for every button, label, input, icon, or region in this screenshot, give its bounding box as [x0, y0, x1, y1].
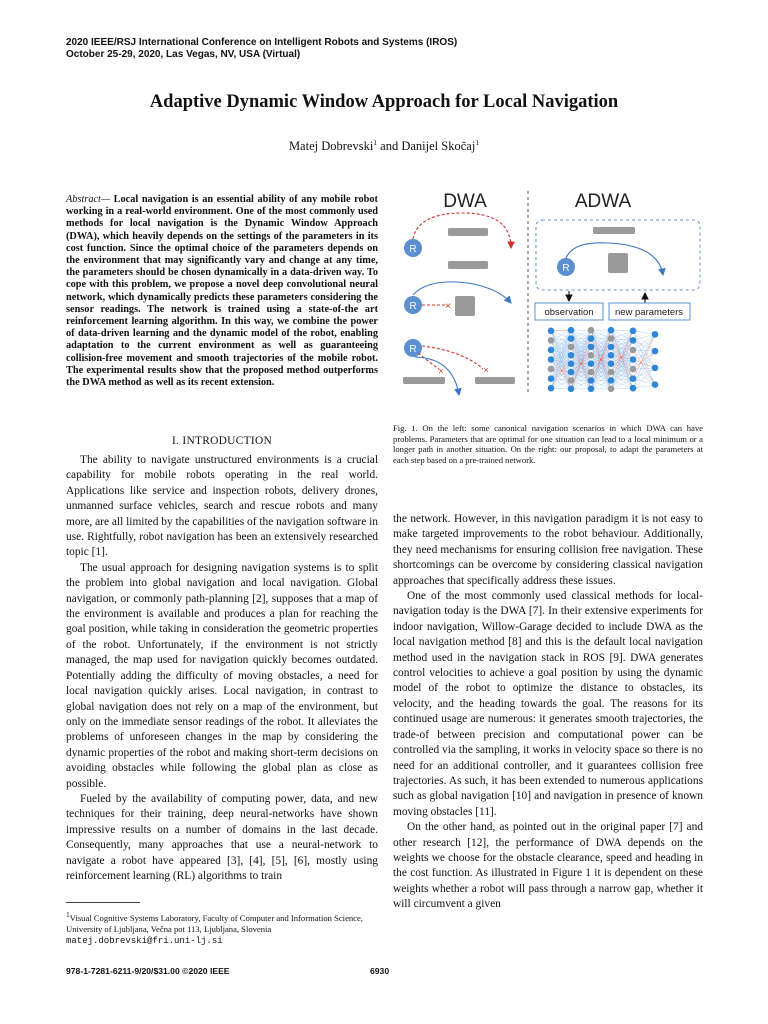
network-node	[608, 369, 615, 376]
network-node	[630, 385, 637, 392]
network-node	[630, 366, 637, 373]
network-node	[630, 347, 637, 354]
conference-date: October 25-29, 2020, Las Vegas, NV, USA (Virtual)	[66, 49, 301, 60]
network-node	[568, 352, 575, 359]
author-list	[0, 138, 768, 154]
network-node	[630, 356, 637, 363]
network-node	[652, 381, 659, 388]
network-edge	[633, 334, 655, 388]
network-node	[608, 344, 615, 351]
network-node	[568, 360, 575, 367]
paper-title: Adaptive Dynamic Window Approach for Local Navigation	[149, 92, 619, 112]
network-node	[608, 386, 615, 393]
page-number: 6930	[370, 966, 390, 976]
network-node	[588, 386, 595, 393]
figure-caption: Fig. 1. On the left: some canonical navigation scenarios in which DWA can have problems. Parameters that are optimal for one situation can lead to a local minimum or a longer path in another situation. On the right: our proposal, to adapt the parameters at each step based on a pre-trained network.	[393, 423, 703, 465]
right-column-body	[393, 512, 703, 913]
figure-1	[393, 183, 705, 398]
network-node	[568, 369, 575, 376]
obstacle-block	[593, 227, 635, 234]
obstacle-block	[403, 377, 445, 384]
network-node	[608, 352, 615, 359]
network-node	[608, 335, 615, 342]
network-node	[608, 360, 615, 367]
footnote	[66, 909, 378, 947]
network-node	[548, 366, 555, 373]
network-node	[568, 327, 575, 334]
network-node	[588, 377, 595, 384]
abstract-dash: —	[100, 194, 114, 205]
affiliation-marker: 1	[373, 138, 378, 147]
author-name: Matej Dobrevski	[288, 139, 374, 154]
section-heading: I. INTRODUCTION	[171, 435, 273, 447]
network-node	[630, 327, 637, 334]
footnote-text: Visual Cognitive Systems Laboratory, Faculty of Computer and Information Science, University of Ljubljana, Večna pot 113, Ljubljana, Slovenia	[66, 912, 363, 934]
collision-mark-icon: ×	[445, 301, 451, 312]
abstract-label: Abstract	[66, 194, 101, 205]
neural-network-diagram	[548, 327, 659, 392]
paragraph: Fueled by the availability of computing power, data, and new techniques for their training, deep neural-networks have shown impressive results on a number of domains in the last decade. Consequently, many approaches that use a neural-network to navigate a robot have appeared [3], [4], [5], [6], mostly using reinforcement learning (RL) algorithms to train	[66, 792, 378, 882]
footnote-marker: 1	[66, 910, 70, 919]
adwa-label: ADWA	[574, 191, 632, 212]
abstract-text: Local navigation is an essential ability of any mobile robot working in a real-world environment. One of the most commonly used methods for local navigation is the Dynamic Window Approach (DWA), which heavily depends on the settings of the parameters in its cost function. Since the optimal choice of the parameters depends on the environment that may significantly vary and change at any time, the parameters should be chosen dynamically in a data-driven way. To cope with this problem, we propose a novel deep convolutional neural network, which dynamically predicts these parameters considering the sensor readings. The network is trained using a state-of-the art reinforcement learning algorithm. In this way, we combine the power of data-driven learning and the dynamic model of the robot, enabling adaptation to the current environment as well as guaranteeing collision-free movement and smooth trajectories of the mobile robot. The experimental results show that the proposed method outperforms the DWA method as well as its recent extension.	[66, 194, 378, 389]
author-separator: and	[377, 139, 402, 154]
obstacle-block	[475, 377, 515, 384]
robot-label: R	[409, 301, 417, 312]
network-node	[588, 344, 595, 351]
network-node	[588, 327, 595, 334]
network-edge	[611, 330, 633, 331]
collision-mark-icon: ×	[438, 366, 444, 376]
network-node	[568, 335, 575, 342]
abstract	[66, 194, 378, 389]
obstacle-block	[448, 228, 488, 236]
copyright-line: 978-1-7281-6211-9/20/$31.00 ©2020 IEEE	[66, 966, 230, 976]
network-edge	[633, 350, 655, 351]
network-node	[548, 327, 555, 334]
network-node	[548, 375, 555, 382]
author-name: Danijel Skočaj	[401, 139, 476, 154]
paragraph: The usual approach for designing navigation systems is to split the problem into global navigation and local navigation. Global navigation, or commonly path-planning [2], supposes that a map of the environment is available and produces a plan for reaching the goal position, while taking in consideration the geometric properties of the robot. Unfortunately, if the environment is not strictly managed, the map used for navigation quickly becomes outdated. Potentially adding the difficulty of moving obstacles, a need for local navigation quickly arises. Local navigation, in contrast to global navigation does not rely on a map of the environment, but only on the immediate sensor readings of the robot. It alleviates the problems of unforeseen changes in the map by considering the dynamic properties of the robot and making short-term decisions on avoiding obstacles while following the global plan as close as possible.	[66, 561, 378, 790]
network-edge	[633, 351, 655, 369]
paragraph: the network. However, in this navigation paradigm it is not easy to make targeted improvements to the robot behaviour. Additionally, they need mechanisms for ensuring collision free navigation. These shortcomings can be overcome by considering classical navigation approaches that specifically address these issues.	[393, 513, 703, 587]
paragraph: One of the most commonly used classical methods for local-navigation today is the DWA [7]. In their extensive experiments for indoor navigation, Willow-Garage decided to include DWA as the local navigation method [8] and this is the default local navigation method used in the navigation stack in ROS [9]. DWA generates control velocities to achieve a goal position by using the dynamic model of the robot to optimize the distance to obstacles, its velocity, and the heading towards the goal. The reasons for its continued usage are numerous: it generates smooth trajectories, the trade-of between precision and computational power can be controlled via the sampling, it works in velocity space so there is no need for an additional controller, and it guarantees collision free trajectories. As such, it has been extended to numerous applications such as global navigation [10] and navigation in presence of known moving obstacles [11].	[393, 590, 703, 818]
network-node	[568, 377, 575, 384]
conference-name: 2020 IEEE/RSJ International Conference on Intelligent Robots and Systems (IROS)	[66, 37, 458, 48]
failed-path	[422, 346, 483, 369]
network-node	[630, 375, 637, 382]
network-node	[568, 386, 575, 393]
robot-label: R	[409, 244, 417, 255]
dwa-label: DWA	[443, 191, 487, 212]
network-node	[588, 335, 595, 342]
network-node	[588, 360, 595, 367]
paragraph: The ability to navigate unstructured environments is a crucial capability for mobile robots operating in the real world. Applications like service and inspection robots, delivery drones, unmanned surface vehicles, search and rescue robots and many more, are all limited by the capabilities of the navigation software in use. Rightfully, robot navigation has been an extensively researched topic [1].	[66, 454, 378, 559]
paragraph: On the other hand, as pointed out in the original paper [7] and other research [12], the performance of DWA depends on the weights we choose for the obstacle clearance, speed and heading in the cost function. As illustrated in Figure 1 it is dependent on these weights whether a robot will pass through a narrow gap, whether it will circumvent a given	[393, 821, 703, 911]
network-node	[588, 369, 595, 376]
network-node	[608, 377, 615, 384]
footnote-rule	[66, 902, 140, 903]
network-node	[652, 348, 659, 355]
network-node	[548, 337, 555, 344]
obstacle-block	[448, 261, 488, 269]
network-edge	[611, 388, 633, 389]
collision-mark-icon: ×	[483, 365, 489, 375]
left-column-body	[66, 453, 378, 884]
network-node	[652, 365, 659, 372]
author-email: matej.dobrevski@fri.uni-lj.si	[66, 935, 223, 946]
obstacle-block	[455, 296, 475, 316]
robot-label: R	[409, 344, 417, 355]
network-node	[588, 352, 595, 359]
network-node	[652, 331, 659, 338]
conference-header	[66, 37, 457, 61]
network-node	[630, 337, 637, 344]
network-edge	[633, 350, 655, 368]
network-node	[608, 327, 615, 334]
success-path	[415, 357, 459, 395]
network-edge	[633, 331, 655, 385]
affiliation-marker: 1	[475, 138, 480, 147]
new-parameters-label: new parameters	[614, 307, 684, 318]
obstacle-block	[608, 253, 628, 273]
observation-label: observation	[544, 307, 594, 318]
network-node	[548, 347, 555, 354]
robot-label: R	[562, 263, 570, 274]
network-node	[548, 356, 555, 363]
network-node	[568, 344, 575, 351]
network-node	[548, 385, 555, 392]
network-edge	[633, 368, 655, 369]
